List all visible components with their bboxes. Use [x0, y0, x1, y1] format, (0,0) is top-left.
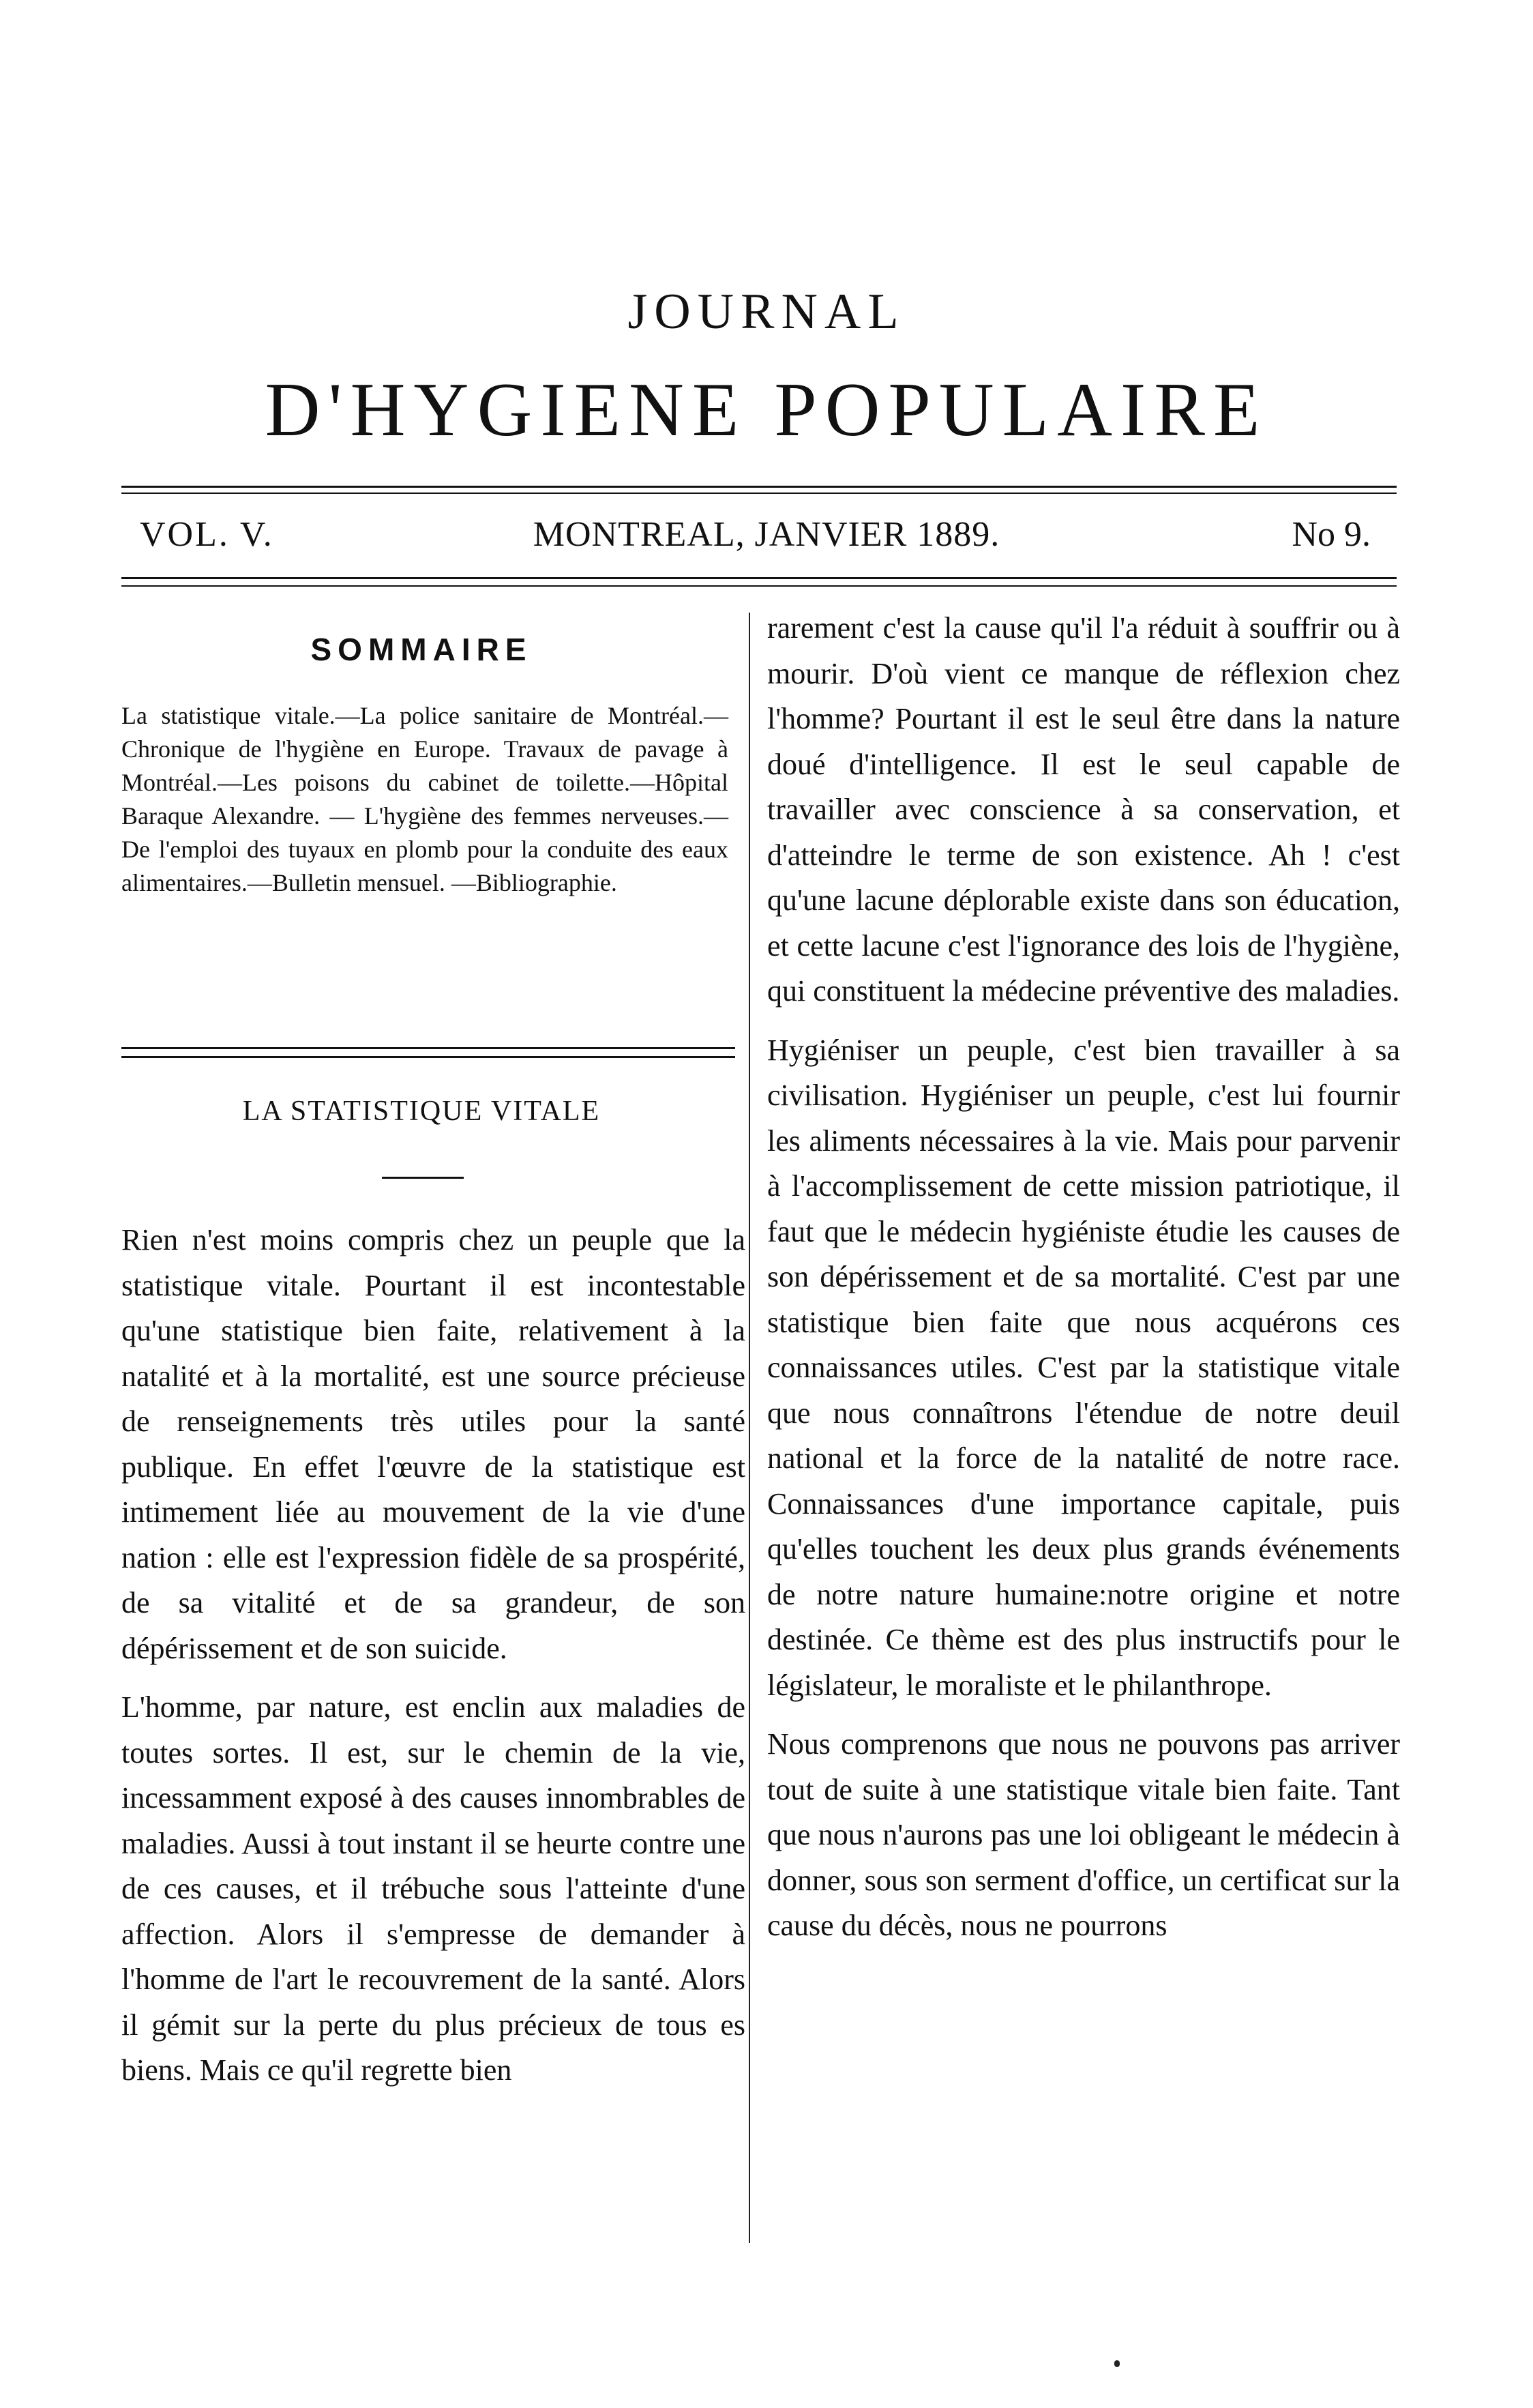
paragraph: Nous comprenons que nous ne pouvons pas arriver tout de suite à une statistique vitale bien faite. Tant que nous n'aurons pas une loi obligeant le médecin à donner, sous son serment d'office, un certificat sur la cause du décès, nous ne pourrons — [767, 1727, 1400, 1942]
section-rule — [121, 1047, 735, 1049]
ink-speck — [1114, 2360, 1120, 2367]
article-left-column — [121, 1218, 745, 2094]
sommaire-title: SOMMAIRE — [310, 632, 533, 667]
place-date: MONTREAL, JANVIER 1889. — [533, 515, 1000, 554]
section-rule-2 — [121, 1056, 735, 1058]
masthead-top-rule — [121, 486, 1397, 488]
journal-kicker: JOURNAL — [627, 284, 906, 340]
masthead-top-rule-2 — [121, 493, 1397, 494]
column-divider — [749, 613, 750, 2243]
issue-number: No 9. — [1292, 515, 1371, 554]
paragraph: L'homme, par nature, est enclin aux maladies de toutes sortes. Il est, sur le chemin de la vie, incessamment exposé à des causes innombrables de maladies. Aussi à tout instant il se heurte contre une de ces causes, et il trébuche sous l'atteinte d'une affection. Alors il s'empresse de demander à l'homme de l'art le recouvrement de la santé. Alors il gémit sur la perte du plus précieux de tous es biens. Mais ce qu'il regrette bien — [121, 1690, 745, 2087]
masthead-bottom-rule-2 — [121, 585, 1397, 587]
volume-label: VOL. V. — [140, 515, 274, 554]
article-title: LA STATISTIQUE VITALE — [242, 1096, 601, 1127]
paragraph: rarement c'est la cause qu'il l'a réduit à souffrir ou à mourir. D'où vient ce manque de réflexion chez l'homme? Pourtant il est le seul être dans la nature doué d'intelligence. Il est le seul capable de travailler avec conscience à sa conservation, et d'atteindre le terme de son existence. Ah ! c'est qu'une lacune déplorable existe dans son éducation, et cette lacune c'est l'ignorance des lois de l'hygiène, qui constituent la médecine préventive des maladies. — [767, 611, 1400, 1008]
masthead-bottom-rule — [121, 577, 1397, 579]
journal-title: D'HYGIENE POPULAIRE — [265, 368, 1268, 452]
sommaire-body: La statistique vitale.—La police sanitaire de Montréal.—Chronique de l'hygiène en Europe. Travaux de pavage à Montréal.—Les poisons du cabinet de toilette.—Hôpital Baraque Alexandre. — L'hygiène des femmes nerveuses.— De l'emploi des tuyaux en plomb pour la conduite des eaux alimentaires.—Bulletin mensuel. —Bibliographie. — [121, 702, 728, 896]
title-dash — [382, 1177, 464, 1179]
paragraph: Rien n'est moins compris chez un peuple que la statistique vitale. Pourtant il est incontestable qu'une statistique bien faite, relativement à la natalité et à la mortalité, est une source précieuse de renseignements très utiles pour la santé publique. En effet l'œuvre de la statistique est intimement liée au mouvement de la vie d'une nation : elle est l'expression fidèle de sa prospérité, de sa vitalité et de sa grandeur, de son dépérissement et de son suicide. — [121, 1223, 745, 1665]
article-right-column — [767, 606, 1400, 1949]
paragraph: Hygiéniser un peuple, c'est bien travailler à sa civilisation. Hygiéniser un peuple, c'est lui fournir les aliments nécessaires à la vie. Mais pour parvenir à l'accomplissement de cette mission patriotique, il faut que le médecin hygiéniste étudie les causes de son dépérissement et de sa mortalité. C'est par une statistique bien faite que nous acquérons ces connaissances utiles. C'est par la statistique vitale que nous connaîtrons l'étendue de notre deuil national et la force de la natalité de notre race. Connaissances d'une importance capitale, puis qu'elles touchent les deux plus grands événements de notre nature humaine:notre origine et notre destinée. Ce thème est des plus instructifs pour le législateur, le moraliste et le philanthrope. — [767, 1033, 1400, 1702]
